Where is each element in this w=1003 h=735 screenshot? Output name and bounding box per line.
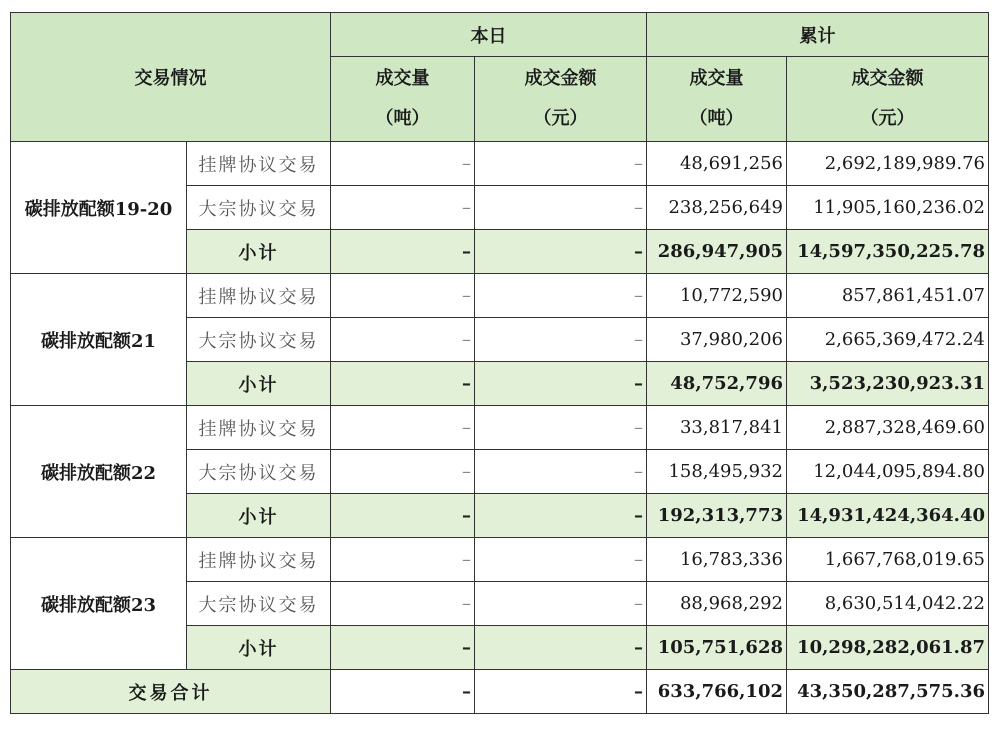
header-volume-label: 成交量 bbox=[375, 68, 430, 89]
header-cum-volume bbox=[647, 57, 787, 142]
today-amount: – bbox=[475, 186, 647, 230]
cum-volume: 48,691,256 bbox=[647, 142, 787, 186]
trade-type: 挂牌协议交易 bbox=[187, 142, 331, 186]
cum-amount: 1,667,768,019.65 bbox=[787, 538, 989, 582]
cum-amount: 857,861,451.07 bbox=[787, 274, 989, 318]
cum-volume: 105,751,628 bbox=[647, 626, 787, 670]
today-amount: – bbox=[475, 318, 647, 362]
today-volume: – bbox=[331, 406, 475, 450]
cum-amount: 14,931,424,364.40 bbox=[787, 494, 989, 538]
cum-amount: 2,887,328,469.60 bbox=[787, 406, 989, 450]
trade-type: 大宗协议交易 bbox=[187, 582, 331, 626]
today-volume: – bbox=[331, 318, 475, 362]
cum-amount: 3,523,230,923.31 bbox=[787, 362, 989, 406]
header-today-volume bbox=[331, 57, 475, 142]
today-volume: – bbox=[331, 494, 475, 538]
cum-amount: 12,044,095,894.80 bbox=[787, 450, 989, 494]
group-name: 碳排放配额23 bbox=[11, 538, 187, 670]
trade-type: 大宗协议交易 bbox=[187, 186, 331, 230]
header-today-amount bbox=[475, 57, 647, 142]
table-row bbox=[11, 274, 989, 318]
today-amount: – bbox=[475, 582, 647, 626]
header-today: 本日 bbox=[331, 13, 647, 57]
today-volume: – bbox=[331, 362, 475, 406]
header-amount-unit: （元） bbox=[533, 108, 588, 129]
carbon-trading-summary-table bbox=[10, 12, 989, 714]
cum-volume: 88,968,292 bbox=[647, 582, 787, 626]
total-cum-amount: 43,350,287,575.36 bbox=[787, 670, 989, 714]
total-row bbox=[11, 670, 989, 714]
trade-type: 大宗协议交易 bbox=[187, 318, 331, 362]
header-volume-unit: （吨） bbox=[375, 108, 430, 129]
trade-type: 挂牌协议交易 bbox=[187, 406, 331, 450]
table-row bbox=[11, 538, 989, 582]
table-row bbox=[11, 406, 989, 450]
group-name: 碳排放配额19-20 bbox=[11, 142, 187, 274]
cum-volume: 192,313,773 bbox=[647, 494, 787, 538]
today-amount: – bbox=[475, 626, 647, 670]
today-amount: – bbox=[475, 274, 647, 318]
cum-volume: 158,495,932 bbox=[647, 450, 787, 494]
header-row-label: 交易情况 bbox=[11, 13, 331, 142]
total-today-amount: – bbox=[475, 670, 647, 714]
today-amount: – bbox=[475, 450, 647, 494]
subtotal-label: 小计 bbox=[187, 362, 331, 406]
group-name: 碳排放配额22 bbox=[11, 406, 187, 538]
header-row-1 bbox=[11, 13, 989, 57]
trade-type: 挂牌协议交易 bbox=[187, 538, 331, 582]
today-volume: – bbox=[331, 274, 475, 318]
today-volume: – bbox=[331, 230, 475, 274]
header-amount-unit: （元） bbox=[860, 108, 915, 129]
total-label: 交易合计 bbox=[11, 670, 331, 714]
header-cumulative: 累计 bbox=[647, 13, 989, 57]
header-cum-amount bbox=[787, 57, 989, 142]
trade-type: 挂牌协议交易 bbox=[187, 274, 331, 318]
table-row bbox=[11, 142, 989, 186]
header-amount-label: 成交金额 bbox=[524, 68, 597, 89]
today-amount: – bbox=[475, 538, 647, 582]
subtotal-label: 小计 bbox=[187, 626, 331, 670]
subtotal-label: 小计 bbox=[187, 230, 331, 274]
today-amount: – bbox=[475, 142, 647, 186]
cum-amount: 14,597,350,225.78 bbox=[787, 230, 989, 274]
today-amount: – bbox=[475, 406, 647, 450]
today-amount: – bbox=[475, 230, 647, 274]
today-volume: – bbox=[331, 450, 475, 494]
cum-volume: 33,817,841 bbox=[647, 406, 787, 450]
today-amount: – bbox=[475, 494, 647, 538]
trade-type: 大宗协议交易 bbox=[187, 450, 331, 494]
cum-volume: 16,783,336 bbox=[647, 538, 787, 582]
cum-amount: 10,298,282,061.87 bbox=[787, 626, 989, 670]
total-cum-volume: 633,766,102 bbox=[647, 670, 787, 714]
header-amount-label: 成交金额 bbox=[851, 68, 924, 89]
cum-volume: 238,256,649 bbox=[647, 186, 787, 230]
group-name: 碳排放配额21 bbox=[11, 274, 187, 406]
cum-amount: 2,692,189,989.76 bbox=[787, 142, 989, 186]
cum-amount: 2,665,369,472.24 bbox=[787, 318, 989, 362]
subtotal-label: 小计 bbox=[187, 494, 331, 538]
cum-amount: 8,630,514,042.22 bbox=[787, 582, 989, 626]
cum-volume: 48,752,796 bbox=[647, 362, 787, 406]
today-volume: – bbox=[331, 142, 475, 186]
cum-volume: 286,947,905 bbox=[647, 230, 787, 274]
total-today-volume: – bbox=[331, 670, 475, 714]
today-volume: – bbox=[331, 626, 475, 670]
today-volume: – bbox=[331, 582, 475, 626]
cum-amount: 11,905,160,236.02 bbox=[787, 186, 989, 230]
header-volume-unit: （吨） bbox=[689, 108, 744, 129]
cum-volume: 37,980,206 bbox=[647, 318, 787, 362]
today-volume: – bbox=[331, 538, 475, 582]
today-amount: – bbox=[475, 362, 647, 406]
today-volume: – bbox=[331, 186, 475, 230]
header-volume-label: 成交量 bbox=[689, 68, 744, 89]
cum-volume: 10,772,590 bbox=[647, 274, 787, 318]
